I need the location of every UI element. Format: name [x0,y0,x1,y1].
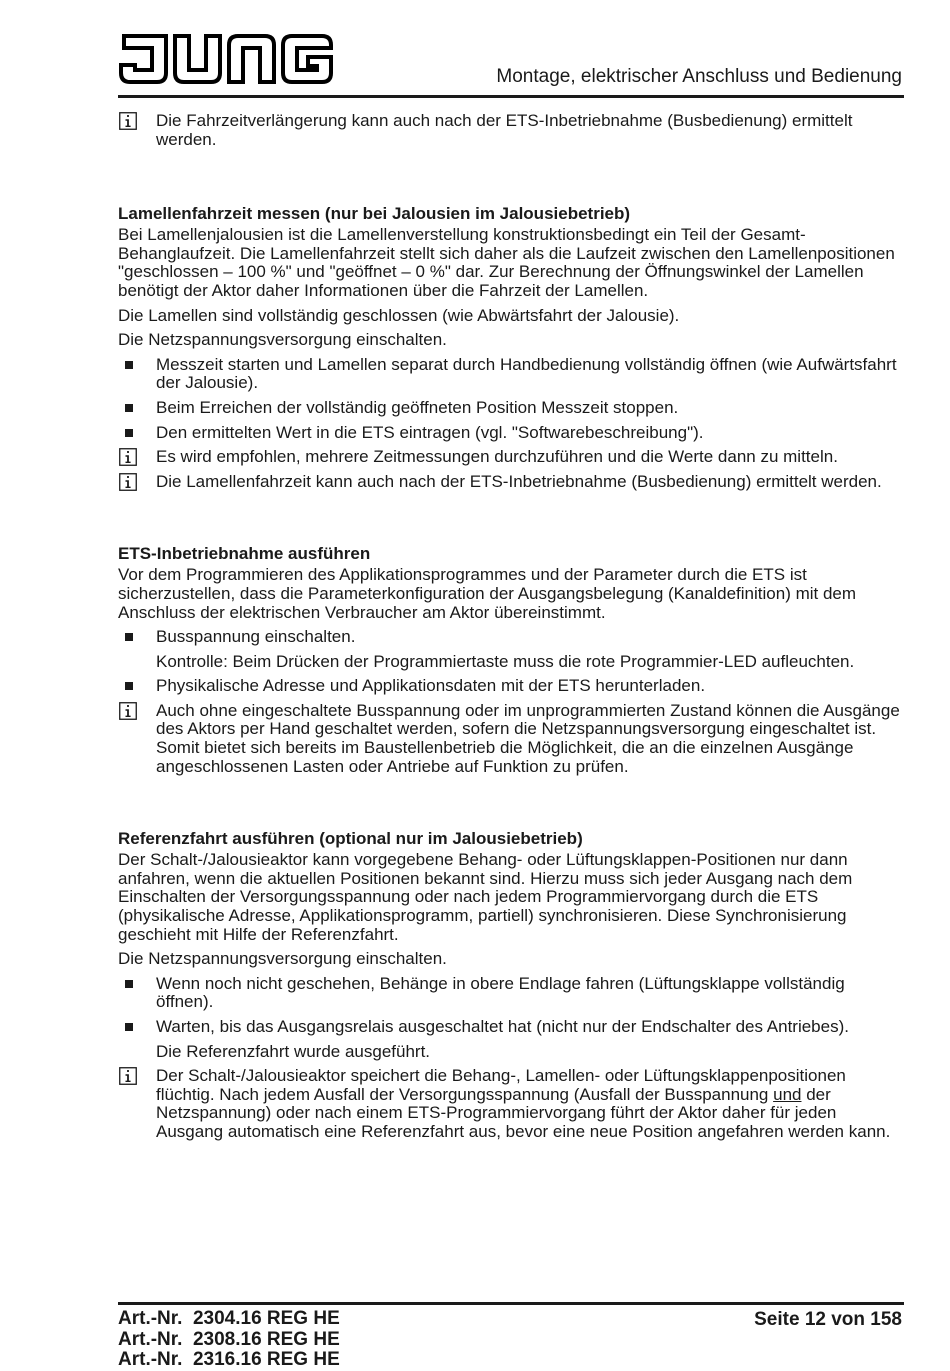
ets-info-1 [118,702,904,776]
lamellen-precondition-2: Die Netzspannungsversorgung einschalten. [118,330,447,350]
underlined-und: und [773,1084,802,1104]
bullet-square-icon [125,361,133,369]
lamellen-step-2 [118,399,904,418]
step-text: Den ermittelten Wert in die ETS eintragen (vgl. "Softwarebeschreibung"). [156,422,704,442]
lamellen-precondition-1: Die Lamellen sind vollständig geschlossen (wie Abwärtsfahrt der Jalousie). [118,305,680,325]
ets-body: Vor dem Programmieren des Applikationsprogrammes und der Parameter durch die ETS ist sicherzustellen, dass die Parameterkonfiguration der Ausgangsbelegung (Kanaldefinition) mit dem Anschluss der elektrischen Verbraucher am Aktor übereinstimmt. [118,565,857,622]
article-number-3: Art.-Nr. 2316.16 REG HE [118,1349,340,1370]
info-text: Auch ohne eingeschaltete Busspannung oder im unprogrammierten Zustand können die Ausgänge des Aktors per Hand geschaltet werden, sofern die Netzspannungsversorgung eingeschaltet ist. Somit bietet sich bereits im Baustellenbetrieb die Möglichkeit, die an die einzelnen Ausgänge angeschlossenen Lasten oder Antriebe auf Funktion zu prüfen. [156,700,900,776]
bullet-square-icon [125,980,133,988]
ets-heading: ETS-Inbetriebnahme ausführen [118,544,371,564]
bullet-square-icon [125,404,133,412]
footer-rule [118,1302,904,1305]
info-icon [119,1067,137,1085]
header-title: Montage, elektrischer Anschluss und Bedienung [496,66,902,87]
referenz-precondition-1: Die Netzspannungsversorgung einschalten. [118,949,447,969]
step-text: Messzeit starten und Lamellen separat durch Handbedienung vollständig öffnen (wie Aufwärtsfahrt der Jalousie). [156,354,897,393]
ets-step-1-result: Kontrolle: Beim Drücken der Programmiertaste muss die rote Programmier-LED aufleuchten. [156,651,855,671]
intro-note-text: Die Fahrzeitverlängerung kann auch nach der ETS-Inbetriebnahme (Busbedienung) ermittelt werden. [156,111,853,149]
intro-info-note [118,112,904,149]
lamellen-info-2 [118,473,904,492]
step-text: Wenn noch nicht geschehen, Behänge in obere Endlage fahren (Lüftungsklappe vollständig öffnen). [156,973,845,1012]
info-icon [119,448,137,466]
info-icon [119,702,137,720]
referenz-info-1 [118,1067,904,1141]
bullet-square-icon [125,1023,133,1031]
page-content [118,112,904,1142]
lamellen-body: Bei Lamellenjalousien ist die Lamellenverstellung konstruktionsbedingt ein Teil der Gesamt-Behanglaufzeit. Die Lamellenfahrzeit stellt sich daher als die Laufzeit zwischen den Lamellenpositionen "geschlossen – 100 %" und "geöffnet – 0 %" dar. Zur Berechnung der Öffnungswinkel der Lamellen benötigt der Aktor daher Informationen über die Fahrzeit der Lamellen. [118,225,895,300]
header-rule [118,95,904,98]
info-text-part-2: der Netzspannung) oder nach einem ETS-Programmiervorgang führt der Aktor daher für jeden Ausgang automatisch eine Referenzfahrt aus, bevor eine neue Position angefahren werden kann. [156,1084,891,1141]
ets-step-1 [118,628,904,647]
step-text: Warten, bis das Ausgangsrelais ausgeschaltet hat (nicht nur der Endschalter des Antriebes). [156,1017,849,1036]
page-number: Seite 12 von 158 [754,1309,902,1330]
jung-logo [118,33,334,85]
referenz-heading: Referenzfahrt ausführen (optional nur im Jalousiebetrieb) [118,829,583,849]
lamellen-step-1 [118,356,904,393]
lamellen-info-1 [118,448,904,467]
article-number-1: Art.-Nr. 2304.16 REG HE [118,1308,340,1329]
info-icon [119,473,137,491]
article-numbers [118,1309,340,1371]
bullet-square-icon [125,682,133,690]
info-text-part-1: Der Schalt-/Jalousieaktor speichert die Behang-, Lamellen- oder Lüftungsklappenpositionen flüchtig. Nach jedem Ausfall der Versorgungsspannung (Ausfall der Busspannung [156,1066,846,1104]
info-text [156,1067,904,1141]
step-text: Physikalische Adresse und Applikationsdaten mit der ETS herunterladen. [156,676,706,696]
referenz-step-2 [118,1018,904,1037]
lamellen-step-3 [118,424,904,443]
bullet-square-icon [125,429,133,437]
referenz-step-1 [118,975,904,1012]
step-text: Beim Erreichen der vollständig geöffneten Position Messzeit stoppen. [156,397,679,417]
lamellen-heading: Lamellenfahrzeit messen (nur bei Jalousien im Jalousiebetrieb) [118,204,631,224]
info-text: Die Lamellenfahrzeit kann auch nach der ETS-Inbetriebnahme (Busbedienung) ermittelt werden. [156,471,882,491]
step-text: Busspannung einschalten. [156,627,356,647]
article-number-2: Art.-Nr. 2308.16 REG HE [118,1328,340,1350]
ets-step-2 [118,677,904,696]
info-text: Es wird empfohlen, mehrere Zeitmessungen durchzuführen und die Werte dann zu mitteln. [156,447,838,467]
referenz-step-2-result: Die Referenzfahrt wurde ausgeführt. [156,1041,431,1061]
info-icon [119,112,137,130]
referenz-body: Der Schalt-/Jalousieaktor kann vorgegebene Behang- oder Lüftungsklappen-Positionen nur dann anfahren, wenn die aktuellen Positionen bekannt sind. Hierzu muss sich jeder Ausgang nach dem Einschalten der Versorgungsspannung oder nach jedem Programmiervorgang durch die ETS (physikalische Adresse, Applikationsprogramm, partiell) synchronisieren. Diese Synchronisierung geschieht mit Hilfe der Referenzfahrt. [118,850,853,944]
bullet-square-icon [125,633,133,641]
